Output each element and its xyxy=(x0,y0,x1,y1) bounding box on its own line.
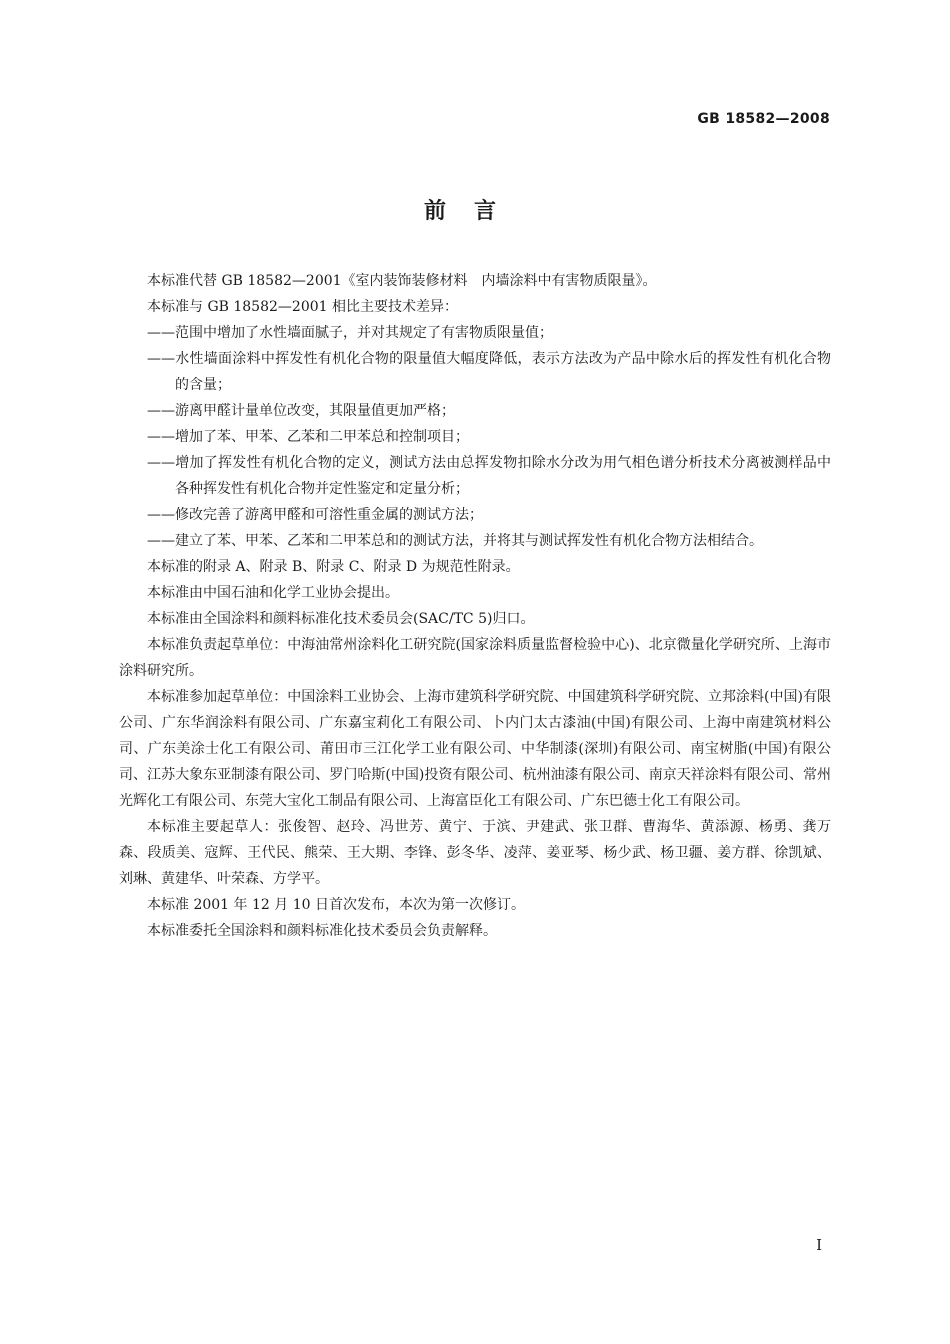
lead-drafter-statement: 本标准负责起草单位：中海油常州涂料化工研究院(国家涂料质量监督检验中心)、北京微量化学研究所、上海市涂料研究所。 xyxy=(119,637,831,679)
standard-code: GB 18582—2008 xyxy=(697,111,830,127)
page-title: 前言 xyxy=(423,199,524,224)
change-item: ——增加了苯、甲苯、乙苯和二甲苯总和控制项目； xyxy=(147,429,469,445)
participants-statement: 本标准参加起草单位：中国涂料工业协会、上海市建筑科学研究院、中国建筑科学研究院、立邦涂料(中国)有限公司、广东华润涂料有限公司、广东嘉宝莉化工有限公司、卜内门太古漆油(中国)有限公司、上海中南建筑材料公司、广东美涂士化工有限公司、莆田市三江化学工业有限公司、中华制漆(深圳)有限公司、南宝树脂(中国)有限公司、江苏大象东亚制漆有限公司、罗门哈斯(中国)投资有限公司、杭州油漆有限公司、南京天祥涂料有限公司、常州光辉化工有限公司、东莞大宝化工制品有限公司、上海富臣化工有限公司、广东巴德士化工有限公司。 xyxy=(119,689,831,809)
change-item: ——建立了苯、甲苯、乙苯和二甲苯总和的测试方法，并将其与测试挥发性有机化合物方法相结合。 xyxy=(147,533,763,549)
change-item: ——范围中增加了水性墙面腻子，并对其规定了有害物质限量值； xyxy=(147,325,553,341)
history-statement: 本标准 2001 年 12 月 10 日首次发布，本次为第一次修订。 xyxy=(147,897,525,913)
drafters-statement: 本标准主要起草人：张俊智、赵玲、冯世芳、黄宁、于滨、尹建武、张卫群、曹海华、黄添源、杨勇、龚万森、段质美、寇辉、王代民、熊荣、王大期、李锋、彭冬华、凌萍、姜亚琴、杨少武、杨卫疆、姜方群、徐凯斌、刘琳、黄建华、叶荣森、方学平。 xyxy=(119,819,831,887)
interpretation-statement: 本标准委托全国涂料和颜料标准化技术委员会负责解释。 xyxy=(147,923,497,939)
centralized-statement: 本标准由全国涂料和颜料标准化技术委员会(SAC/TC 5)归口。 xyxy=(147,611,535,627)
proposer-statement: 本标准由中国石油和化学工业协会提出。 xyxy=(147,585,399,601)
foreword-body xyxy=(119,268,831,944)
change-item: ——增加了挥发性有机化合物的定义，测试方法由总挥发物扣除水分改为用气相色谱分析技术分离被测样品中各种挥发性有机化合物并定性鉴定和定量分析； xyxy=(147,455,831,497)
replace-statement: 本标准代替 GB 18582—2001《室内装饰装修材料 内墙涂料中有害物质限量》。 xyxy=(147,273,657,289)
page-number: I xyxy=(816,1236,822,1254)
change-item: ——修改完善了游离甲醛和可溶性重金属的测试方法； xyxy=(147,507,483,523)
diff-statement: 本标准与 GB 18582—2001 相比主要技术差异： xyxy=(147,299,458,315)
change-item: ——水性墙面涂料中挥发性有机化合物的限量值大幅度降低，表示方法改为产品中除水后的挥发性有机化合物的含量； xyxy=(147,351,831,393)
appendix-statement: 本标准的附录 A、附录 B、附录 C、附录 D 为规范性附录。 xyxy=(147,559,520,575)
change-item: ——游离甲醛计量单位改变，其限量值更加严格； xyxy=(147,403,455,419)
